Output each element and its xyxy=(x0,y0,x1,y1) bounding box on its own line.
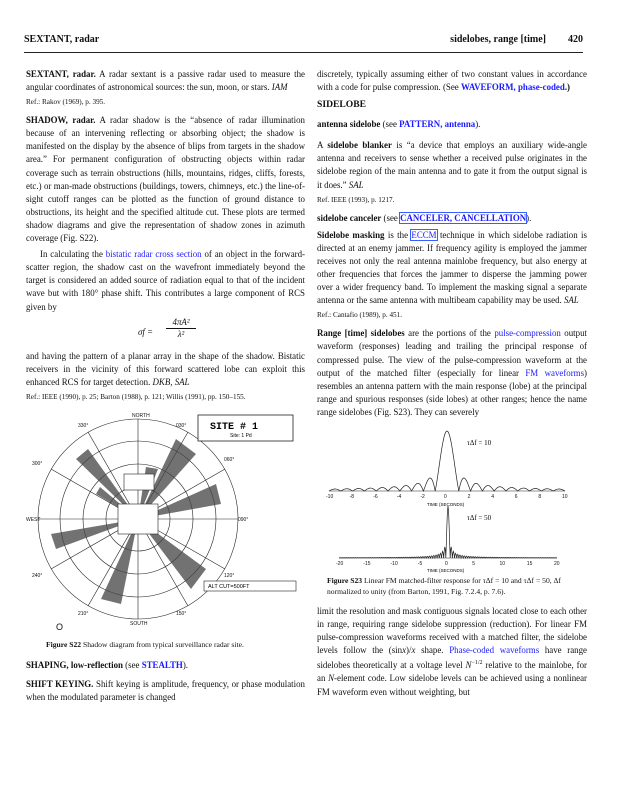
shadow-diagram xyxy=(26,409,305,627)
deg-label: WEST xyxy=(26,516,41,523)
tick-label: 10 xyxy=(562,493,568,500)
entry-range-sidelobes-cont xyxy=(317,605,587,699)
entry-author: IAM xyxy=(271,82,288,93)
entry-range-sidelobes xyxy=(317,327,587,419)
right-column xyxy=(317,68,587,702)
entry-text: relative to the mainlobe, for an xyxy=(317,660,587,684)
site-sublabel: Site: 1 Pd xyxy=(230,432,252,439)
tick-label: 20 xyxy=(554,560,560,567)
deg-label: 330° xyxy=(78,422,89,429)
left-column xyxy=(26,68,305,707)
link-canceler-cancellation[interactable]: CANCELER, CANCELLATION xyxy=(400,212,527,223)
entry-text: is “a device that employs an auxiliary wide-angle antenna and receivers to sense whether a received pulse originates in the sidelobe region of the main antenna and to gate it from the output signal is it does.” xyxy=(317,140,587,190)
tick-label: -6 xyxy=(373,493,378,500)
link-phase-coded-waveforms[interactable]: Phase-coded waveforms xyxy=(449,645,540,656)
link-pulse-compression[interactable]: pulse-compression xyxy=(494,328,561,339)
alt-cut-legend: ALT CUT=500FT xyxy=(208,583,250,590)
running-header xyxy=(24,34,583,48)
link-eccm[interactable]: ECCM xyxy=(411,229,437,240)
entry-term: SHIFT KEYING. xyxy=(26,678,94,689)
tick-label: -8 xyxy=(349,493,355,500)
entry-text: have range sidelobes theoretically at a voltage level xyxy=(317,645,587,671)
fm-response-plot xyxy=(317,423,587,573)
tick-label: -15 xyxy=(363,560,371,567)
entry-sextant xyxy=(26,68,305,94)
entry-text: ) resembles an antenna pattern with the main response (lobe) at the principal range and spurious responses (side lobes) at other ranges; hence the name range sidelobes (Fig. S23). They can severely xyxy=(317,367,587,417)
entry-text: Shift keying is amplitude, frequency, or phase modulation when the modulated parameter is changed xyxy=(26,678,305,703)
deg-label: 060° xyxy=(224,456,235,463)
entry-text: technique in which sidelobe radiation is directed at an enemy jammer. If frequency agility is employed the jammer receives not only the real antenna mainlobe frequency, but also energy at other frequencies that forces the jammer to disperse the jamming power over a wider frequency band. To implement the masking signal a separate antenna or the same antenna with multibeam capability may be used. xyxy=(317,229,587,306)
formula-numerator: 4πA² xyxy=(166,317,196,329)
formula-lhs: σf = xyxy=(138,326,154,337)
entry-term: Range [time] sidelobes xyxy=(317,328,405,339)
entry-text: (see xyxy=(380,119,400,130)
tick-label: 10 xyxy=(499,560,506,567)
link-pattern-antenna[interactable]: PATTERN, antenna xyxy=(399,119,476,130)
entry-text: discretely, typically assuming either of two constant values in accordance with a code for pulse compression. (See xyxy=(317,69,587,93)
tick-label: 15 xyxy=(526,560,533,567)
entry-term: sidelobe canceler xyxy=(317,212,382,223)
tick-label: -5 xyxy=(417,560,423,567)
entry-sidelobe-canceler xyxy=(317,212,587,225)
center-marker: O xyxy=(56,621,64,632)
deg-label: 120° xyxy=(224,572,235,579)
page-number: 420 xyxy=(568,34,583,45)
caption-text: Linear FM matched-filter response for τΔf = 10 and τΔf = 50, Δf normalized to unity (from Barton, 1991, Fig. 7.2.4, p. 7.6). xyxy=(327,575,561,596)
section-heading-sidelobe: SIDELOBE xyxy=(317,99,367,111)
figure-s23 xyxy=(317,423,587,573)
label-tdf-50: τΔf = 50 xyxy=(467,513,492,522)
deg-label: 300° xyxy=(32,460,43,467)
entry-author: SAL xyxy=(563,295,579,306)
entry-term: Sidelobe masking xyxy=(317,229,385,240)
math-x: x xyxy=(411,645,416,656)
entry-term: SHAPING, low-reflection xyxy=(26,659,123,670)
figure-s22 xyxy=(26,409,305,632)
entry-text: )/ xyxy=(406,645,412,656)
formula-denominator: λ² xyxy=(177,328,185,339)
entry-shadow-p2 xyxy=(26,248,305,313)
header-right-term: sidelobes, range [time] xyxy=(450,34,546,45)
entry-text: A radar sextant is a passive radar used to measure the angular coordinates of astronomical sources: the sun, moon, or stars. xyxy=(26,69,305,93)
entry-term: SHADOW, radar. xyxy=(26,115,96,126)
tick-label: -20 xyxy=(336,560,344,567)
math-x: x xyxy=(402,645,407,656)
entry-text: output waveform (responses) leading and trailing the principal response of compressed pulse. The view of the pulse-compression waveform at the output of the matched filter (especially for linear xyxy=(317,328,587,378)
site-label: SITE # 1 xyxy=(210,421,259,433)
entry-text: -element code. Low sidelobe levels can be achieved using a nonlinear FM waveform even without weighting, but xyxy=(317,673,587,697)
tick-label: 2 xyxy=(467,493,471,500)
entry-author: DKB, SAL xyxy=(152,376,190,387)
entry-ref: Ref.: Cantafio (1989), p. 451. xyxy=(317,311,403,320)
entry-text: A xyxy=(317,140,328,151)
tick-label: 5 xyxy=(472,560,476,567)
deg-label: 210° xyxy=(78,610,89,617)
tick-label: 0 xyxy=(445,560,448,567)
math-n: N xyxy=(328,673,335,684)
entry-ref: Ref.: IEEE (1990), p. 25; Barton (1988), p. 121; Willis (1991), pp. 150–155. xyxy=(26,392,246,401)
caption-text: Shadow diagram from typical surveillance radar site. xyxy=(81,639,244,649)
entry-text: ). xyxy=(475,119,481,130)
axis-label-bottom: TIME (SECONDS) xyxy=(427,567,465,573)
deg-label: 240° xyxy=(32,572,43,579)
entry-ref: Ref. IEEE (1993), p. 1217. xyxy=(317,195,395,204)
entry-text: and having the pattern of a planar array in the shape of the shadow. Bistatic receivers in the vicinity of this forward scattered lobe can exploit this enhanced RCS for target detection. xyxy=(26,350,305,387)
link-bistatic-rcs[interactable]: bistatic radar cross section xyxy=(105,249,202,260)
entry-text: is the xyxy=(384,229,412,240)
header-right xyxy=(428,34,583,45)
entry-sidelobe-blanker xyxy=(317,139,587,191)
entry-continuation xyxy=(317,68,587,94)
deg-label: NORTH xyxy=(132,412,150,419)
math-n: N xyxy=(465,660,472,671)
link-stealth[interactable]: STEALTH xyxy=(141,659,183,670)
entry-text: .) xyxy=(564,82,570,93)
figure-s22-caption xyxy=(46,639,296,650)
entry-text: In calculating the xyxy=(40,249,106,260)
math-exponent: −1/2 xyxy=(471,660,483,667)
tick-label: -2 xyxy=(420,493,425,500)
entry-term: sidelobe blanker xyxy=(327,140,392,151)
entry-shaping xyxy=(26,659,305,672)
tick-label: 8 xyxy=(538,493,542,500)
rcs-formula xyxy=(26,316,305,342)
deg-label: 150° xyxy=(176,610,187,617)
link-waveform-phase-coded[interactable]: WAVEFORM, phase-coded xyxy=(460,82,565,93)
entry-ref: Ref.: Rakov (1969), p. 395. xyxy=(26,98,106,107)
entry-text: (see xyxy=(381,212,401,223)
tick-label: 6 xyxy=(514,493,518,500)
entry-text: are the portions of the xyxy=(404,328,495,339)
tick-label: 0 xyxy=(444,493,447,500)
deg-label: 030° xyxy=(176,422,187,429)
formula-fraction xyxy=(166,317,196,340)
entry-text: of an object in the forward-scatter region, the shadow cast on the wavefront immediately beyond the target is considered an added source of radiation equal to that of the incident wave but with 180° phase shift. This contributes a large component of RCS given by xyxy=(26,249,305,312)
caption-label: Figure S23 xyxy=(327,575,363,585)
entry-shift-keying xyxy=(26,678,305,704)
entry-shadow-p3 xyxy=(26,350,305,389)
entry-text: A radar shadow is the “absence of radar illumination because of an intervening reflecting or absorbing object; the shadow is manifested on the display by the absence of blips from targets in the shadow area.” For permanent configuration of obstructing objects within radar coverage such as terrain obstructions (hills, mountains, ridges, cliffs, forests, etc.) or man-made obstructions (buildings, towers, chimneys, etc.) the line-of-sight cutoff ranges can be plotted as the function of ground distance to obstructions, its height and the specified altitude cut. These plots are termed shadow diagrams and give the representation of shadow zones in azimuth coverage (Fig. S22). xyxy=(26,115,305,244)
tick-label: -10 xyxy=(326,493,334,500)
figure-s23-caption xyxy=(327,575,572,597)
entry-text: limit the resolution and mask contiguous signals located close to each other in range, requiring range sidelobe suppression (reduction). For linear FM pulse-compression waveforms received with a matched filter, the sidelobe levels follow the (sin xyxy=(317,605,587,656)
entry-sidelobe-masking xyxy=(317,229,587,308)
link-fm-waveforms[interactable]: FM waveforms xyxy=(525,367,585,378)
label-tdf-10: τΔf = 10 xyxy=(467,438,492,447)
deg-label: SOUTH xyxy=(130,620,148,627)
entry-shadow xyxy=(26,114,305,245)
entry-text: shape. xyxy=(415,645,450,656)
entry-text: ). xyxy=(526,212,532,223)
entry-term: antenna sidelobe xyxy=(317,119,381,130)
entry-antenna-sidelobe xyxy=(317,118,587,131)
caption-label: Figure S22 xyxy=(46,639,82,649)
entry-term: SEXTANT, radar. xyxy=(26,69,96,79)
tick-label: 4 xyxy=(491,493,494,500)
entry-text: ). xyxy=(182,659,188,670)
axis-label-top: TIME (SECONDS) xyxy=(427,501,465,507)
entry-author: SAL xyxy=(348,179,364,190)
header-rule xyxy=(24,52,583,53)
header-left-term: SEXTANT, radar xyxy=(24,34,100,45)
tick-label: -4 xyxy=(396,493,402,500)
tick-label: -10 xyxy=(390,560,398,567)
deg-label: 090° xyxy=(238,516,249,523)
entry-text: (see xyxy=(122,659,142,670)
